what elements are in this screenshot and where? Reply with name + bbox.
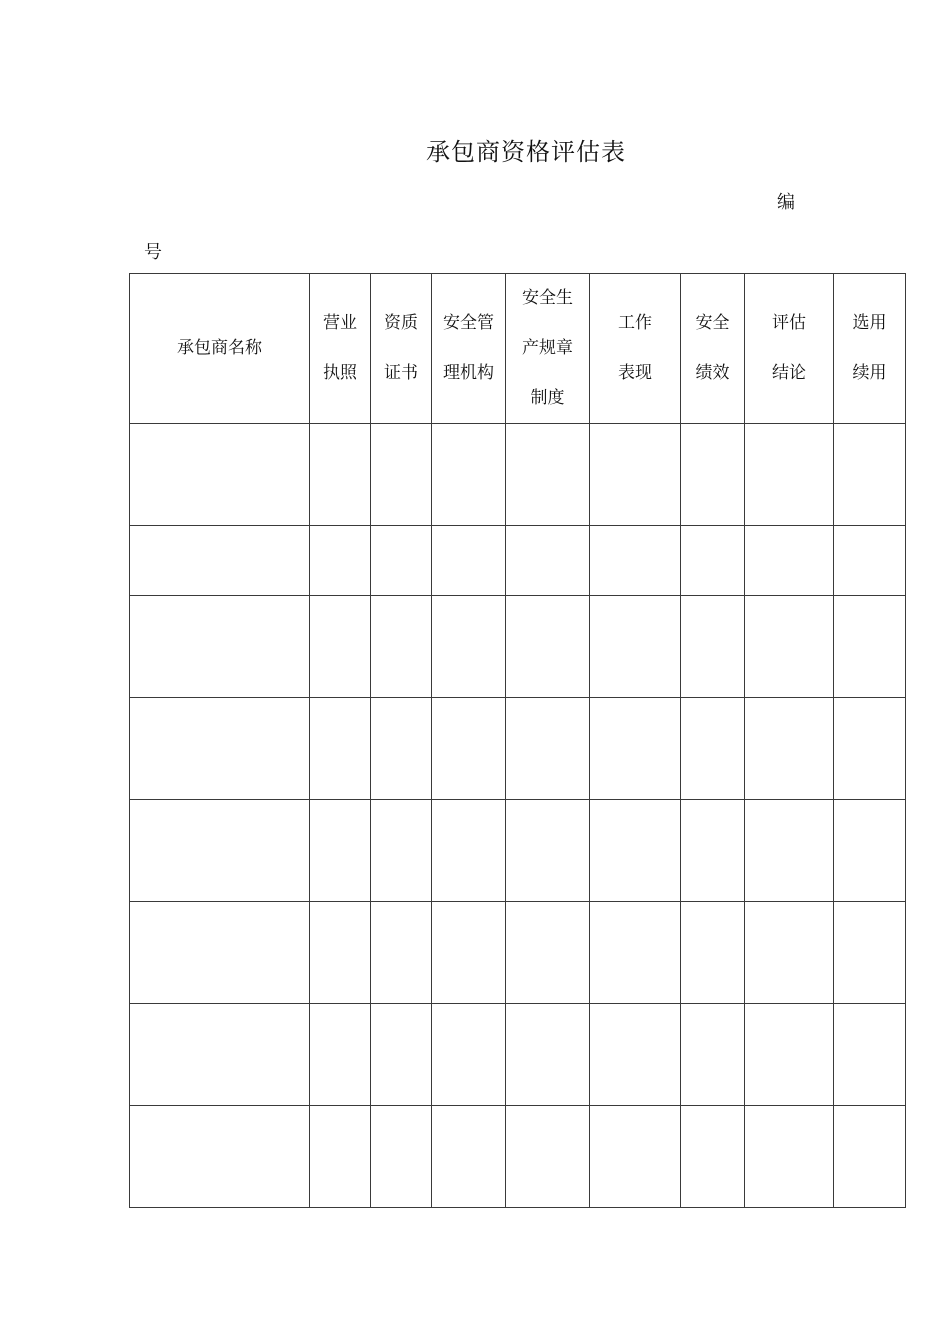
table-cell-qualification[interactable] <box>371 1106 432 1208</box>
table-cell-conclusion[interactable] <box>745 526 834 596</box>
table-cell-safety_org[interactable] <box>432 526 506 596</box>
header-line: 选用 <box>852 313 887 333</box>
table-body <box>130 424 906 1208</box>
table-cell-safety_perf[interactable] <box>681 800 745 902</box>
table-cell-safety_perf[interactable] <box>681 596 745 698</box>
table-cell-license[interactable] <box>310 1106 371 1208</box>
table-cell-license[interactable] <box>310 596 371 698</box>
table-cell-work[interactable] <box>590 526 681 596</box>
table-cell-work[interactable] <box>590 424 681 526</box>
table-cell-safety_perf[interactable] <box>681 1106 745 1208</box>
table-cell-safety_rules[interactable] <box>506 1106 590 1208</box>
table-cell-work[interactable] <box>590 698 681 800</box>
table-cell-name[interactable] <box>130 596 310 698</box>
header-line: 承包商名称 <box>177 338 262 358</box>
table-row <box>130 424 906 526</box>
table-cell-renew[interactable] <box>834 1004 906 1106</box>
table-cell-safety_rules[interactable] <box>506 596 590 698</box>
table-cell-conclusion[interactable] <box>745 1004 834 1106</box>
table-cell-license[interactable] <box>310 1004 371 1106</box>
header-safety-performance <box>681 274 745 424</box>
table-cell-safety_org[interactable] <box>432 698 506 800</box>
table-cell-safety_org[interactable] <box>432 902 506 1004</box>
table-cell-renew[interactable] <box>834 1106 906 1208</box>
header-line: 营业 <box>323 313 357 333</box>
table-cell-safety_perf[interactable] <box>681 424 745 526</box>
table-cell-safety_perf[interactable] <box>681 902 745 1004</box>
table-row <box>130 698 906 800</box>
header-work-performance <box>590 274 681 424</box>
header-line: 绩效 <box>695 363 730 383</box>
table-cell-conclusion[interactable] <box>745 800 834 902</box>
table-cell-safety_org[interactable] <box>432 1106 506 1208</box>
header-line: 评估 <box>772 313 806 333</box>
table-cell-work[interactable] <box>590 1004 681 1106</box>
header-line: 证书 <box>384 363 418 383</box>
header-line: 理机构 <box>443 363 494 383</box>
table-cell-work[interactable] <box>590 902 681 1004</box>
table-cell-safety_perf[interactable] <box>681 526 745 596</box>
serial-number-label-part2: 号 <box>144 242 162 263</box>
table-cell-license[interactable] <box>310 902 371 1004</box>
header-qualification-certificate <box>371 274 432 424</box>
table-cell-name[interactable] <box>130 526 310 596</box>
header-line: 执照 <box>323 363 357 383</box>
table-cell-qualification[interactable] <box>371 902 432 1004</box>
table-cell-renew[interactable] <box>834 902 906 1004</box>
header-safety-management-org <box>432 274 506 424</box>
table-cell-work[interactable] <box>590 1106 681 1208</box>
table-row <box>130 800 906 902</box>
header-line: 安全 <box>695 313 730 333</box>
header-line: 工作 <box>618 313 652 333</box>
table-cell-safety_perf[interactable] <box>681 1004 745 1106</box>
table-cell-conclusion[interactable] <box>745 698 834 800</box>
table-cell-conclusion[interactable] <box>745 1106 834 1208</box>
table-cell-name[interactable] <box>130 424 310 526</box>
table-cell-renew[interactable] <box>834 596 906 698</box>
header-line: 制度 <box>530 388 565 408</box>
table-row <box>130 596 906 698</box>
table-cell-safety_rules[interactable] <box>506 1004 590 1106</box>
table-cell-safety_rules[interactable] <box>506 424 590 526</box>
table-cell-safety_org[interactable] <box>432 1004 506 1106</box>
header-line: 表现 <box>618 363 652 383</box>
table-row <box>130 1106 906 1208</box>
table-cell-safety_rules[interactable] <box>506 698 590 800</box>
table-cell-safety_rules[interactable] <box>506 902 590 1004</box>
table-row <box>130 526 906 596</box>
table-cell-safety_org[interactable] <box>432 424 506 526</box>
table-cell-license[interactable] <box>310 800 371 902</box>
table-cell-conclusion[interactable] <box>745 902 834 1004</box>
header-evaluation-conclusion <box>745 274 834 424</box>
table-cell-renew[interactable] <box>834 526 906 596</box>
header-line: 结论 <box>772 363 806 383</box>
header-safety-production-rules <box>506 274 590 424</box>
table-cell-safety_org[interactable] <box>432 596 506 698</box>
table-header-row <box>130 274 906 424</box>
table-cell-qualification[interactable] <box>371 596 432 698</box>
header-line: 资质 <box>384 313 418 333</box>
table-cell-name[interactable] <box>130 902 310 1004</box>
table-row <box>130 902 906 1004</box>
header-line: 安全生 <box>522 288 573 308</box>
header-line: 安全管 <box>443 313 494 333</box>
header-business-license <box>310 274 371 424</box>
table-cell-license[interactable] <box>310 424 371 526</box>
table-cell-work[interactable] <box>590 596 681 698</box>
table-cell-work[interactable] <box>590 800 681 902</box>
page-title: 承包商资格评估表 <box>426 138 626 166</box>
table-cell-name[interactable] <box>130 800 310 902</box>
table-cell-qualification[interactable] <box>371 800 432 902</box>
table-cell-renew[interactable] <box>834 800 906 902</box>
header-contractor-name <box>130 274 310 424</box>
table-cell-safety_rules[interactable] <box>506 800 590 902</box>
header-select-renew <box>834 274 906 424</box>
table-cell-safety_org[interactable] <box>432 800 506 902</box>
table-cell-name[interactable] <box>130 698 310 800</box>
table-cell-qualification[interactable] <box>371 1004 432 1106</box>
table-cell-name[interactable] <box>130 1004 310 1106</box>
table-cell-qualification[interactable] <box>371 424 432 526</box>
header-line: 续用 <box>852 363 887 383</box>
contractor-evaluation-table <box>129 273 906 1208</box>
table-cell-conclusion[interactable] <box>745 424 834 526</box>
table-cell-safety_perf[interactable] <box>681 698 745 800</box>
table-cell-name[interactable] <box>130 1106 310 1208</box>
table-cell-license[interactable] <box>310 526 371 596</box>
table-row <box>130 1004 906 1106</box>
table-cell-safety_rules[interactable] <box>506 526 590 596</box>
table-cell-renew[interactable] <box>834 698 906 800</box>
serial-number-label-part1: 编 <box>777 192 795 213</box>
table-cell-qualification[interactable] <box>371 526 432 596</box>
table-cell-renew[interactable] <box>834 424 906 526</box>
table-cell-license[interactable] <box>310 698 371 800</box>
table-cell-qualification[interactable] <box>371 698 432 800</box>
table-cell-conclusion[interactable] <box>745 596 834 698</box>
header-line: 产规章 <box>522 338 573 358</box>
